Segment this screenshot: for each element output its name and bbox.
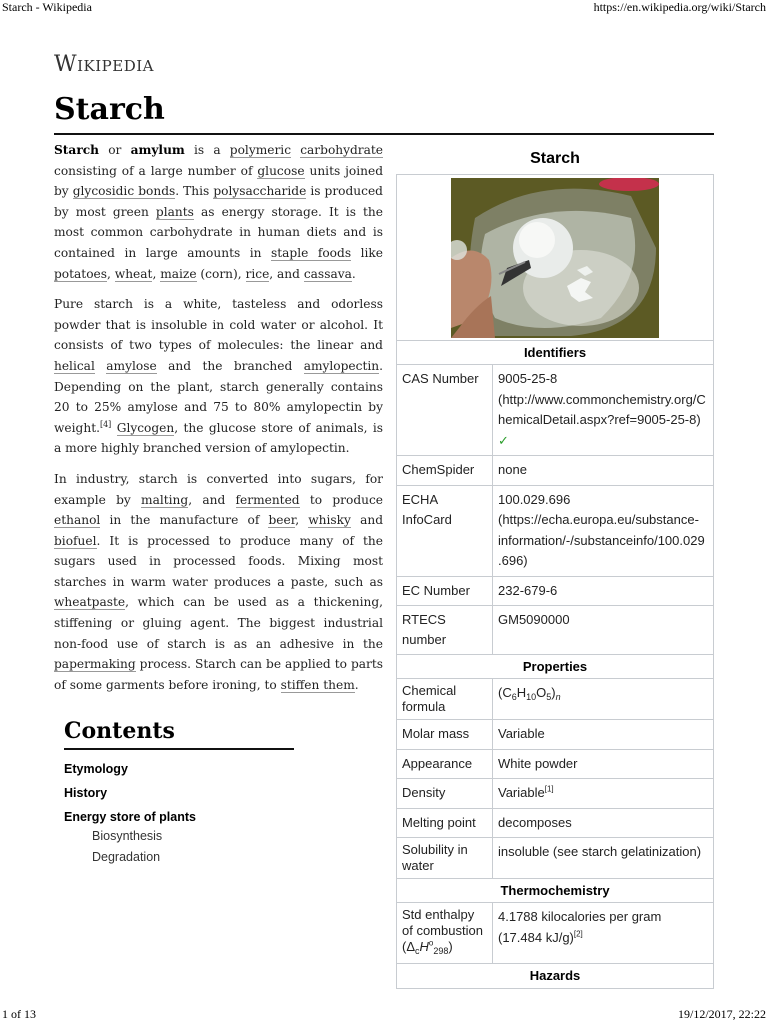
citation-1[interactable]: [1] bbox=[544, 784, 554, 794]
formula-part: ) bbox=[551, 685, 556, 700]
text: . Depending on the plant, starch generally contains 20 to 25% amylose and 75 to 80% amylopectin by weight. bbox=[54, 358, 383, 435]
paragraph-composition bbox=[54, 294, 383, 459]
link-staple-foods[interactable]: staple foods bbox=[271, 245, 352, 260]
text: is produced by most green bbox=[54, 184, 383, 219]
row-ec-number bbox=[397, 577, 713, 607]
link-amylopectin[interactable]: amylopectin bbox=[303, 358, 380, 373]
formula-part: O bbox=[536, 685, 547, 700]
text: Pure starch is a white, tasteless and odorless powder that is insoluble in cold water or alcohol. It consists of two types of molecules: the linear and bbox=[54, 297, 383, 353]
wikipedia-wordmark[interactable]: Wikipedia bbox=[54, 52, 154, 77]
link-maize[interactable]: maize bbox=[160, 266, 197, 281]
link-amylose[interactable]: amylose bbox=[106, 358, 157, 373]
text bbox=[95, 359, 106, 373]
link-cassava[interactable]: cassava bbox=[303, 266, 352, 281]
print-header bbox=[0, 0, 768, 16]
formula-label: Chemical formula bbox=[397, 679, 493, 719]
link-carbohydrate[interactable]: carbohydrate bbox=[300, 143, 384, 157]
row-molar-mass bbox=[397, 720, 713, 750]
print-url: https://en.wikipedia.org/wiki/Starch bbox=[593, 0, 766, 14]
formula-value bbox=[493, 679, 713, 719]
link-beer[interactable]: beer bbox=[268, 513, 296, 528]
toc-item-etymology[interactable]: Etymology bbox=[64, 762, 128, 776]
text: , bbox=[295, 513, 309, 528]
toc-item-history[interactable]: History bbox=[64, 786, 108, 800]
chemspider-label: ChemSpider bbox=[397, 456, 493, 485]
toc-item-energy-store[interactable]: Energy store of plants bbox=[64, 810, 196, 824]
section-thermochemistry: Thermochemistry bbox=[397, 879, 713, 903]
bold-term: amylum bbox=[130, 143, 185, 157]
text: and bbox=[350, 513, 383, 528]
text: , and bbox=[188, 492, 236, 507]
density-value bbox=[493, 779, 713, 808]
enthalpy-sub: c bbox=[415, 946, 420, 956]
text: as energy storage. It is the most common carbohydrate in human diets and is contained in large amounts in bbox=[54, 204, 383, 260]
echa-value[interactable]: 100.029.696 (https://echa.europa.eu/substance-information/-/substanceinfo/100.029.696) bbox=[498, 491, 705, 568]
section-hazards: Hazards bbox=[529, 968, 581, 983]
check-icon: ✓ bbox=[498, 432, 509, 448]
title-divider bbox=[54, 133, 714, 135]
link-polysaccharide[interactable]: polysaccharide bbox=[213, 184, 307, 199]
print-datetime: 19/12/2017, 22:22 bbox=[677, 1007, 766, 1021]
infobox-title: Starch bbox=[530, 150, 580, 167]
article-body bbox=[54, 140, 383, 705]
paragraph-industry bbox=[54, 469, 383, 696]
toc-subitem-degradation[interactable]: Degradation bbox=[92, 850, 161, 864]
cas-link[interactable]: 9005-25-8 (http://www.commonchemistry.org/ChemicalDetail.aspx?ref=9005-25-8) bbox=[498, 371, 706, 427]
toc-subitem-biosynthesis[interactable]: Biosynthesis bbox=[92, 829, 163, 843]
print-footer bbox=[0, 1008, 768, 1024]
molar-mass-value: Variable bbox=[498, 726, 545, 741]
enthalpy-degree: o bbox=[428, 938, 434, 948]
text: . bbox=[354, 677, 359, 692]
enthalpy-sub: 298 bbox=[433, 946, 449, 956]
infobox bbox=[396, 174, 714, 989]
page-number: 1 of 13 bbox=[2, 1007, 36, 1021]
text: , bbox=[152, 266, 161, 281]
enthalpy-symbol: ) bbox=[448, 939, 453, 954]
enthalpy-kcal: 4.1788 kilocalories per gram bbox=[498, 909, 662, 924]
formula-sub: 5 bbox=[546, 692, 552, 702]
text: like bbox=[351, 245, 383, 260]
citation-4[interactable]: [4] bbox=[99, 419, 112, 429]
contents-heading: Contents bbox=[64, 718, 294, 750]
citation-2[interactable]: [2] bbox=[573, 929, 583, 939]
text: , the glucose store of animals, is a more highly branched version of amylopectin. bbox=[54, 420, 383, 456]
link-stiffen-them[interactable]: stiffen them bbox=[280, 677, 355, 692]
enthalpy-label bbox=[397, 903, 493, 963]
section-identifiers: Identifiers bbox=[397, 341, 713, 365]
chemspider-value: none bbox=[498, 462, 527, 477]
cas-label: CAS Number bbox=[397, 365, 493, 455]
rtecs-label: RTECS number bbox=[397, 606, 493, 654]
appearance-value: White powder bbox=[498, 755, 578, 771]
text: in the manufacture of bbox=[100, 513, 269, 528]
formula-part: H bbox=[516, 685, 527, 700]
link-malting[interactable]: malting bbox=[141, 492, 189, 507]
ec-label: EC Number bbox=[397, 577, 493, 606]
text: , bbox=[107, 266, 115, 281]
cas-value bbox=[493, 365, 713, 455]
melting-value: decomposes bbox=[498, 814, 572, 830]
text: consisting of a large number of bbox=[54, 163, 258, 178]
appearance-label: Appearance bbox=[397, 750, 493, 779]
row-enthalpy bbox=[397, 903, 713, 964]
row-solubility bbox=[397, 838, 713, 879]
text: to produce bbox=[299, 492, 384, 507]
enthalpy-label-text: Std enthalpy of combustion bbox=[402, 907, 483, 938]
enthalpy-symbol: H bbox=[419, 939, 429, 954]
table-of-contents bbox=[64, 718, 294, 871]
solubility-value: insoluble (see starch gelatinization) bbox=[498, 844, 702, 859]
link-polymeric[interactable]: polymeric bbox=[229, 143, 292, 157]
row-chemical-formula bbox=[397, 679, 713, 720]
link-fermented[interactable]: fermented bbox=[235, 492, 300, 507]
infobox-image-area bbox=[397, 175, 713, 341]
text: process. Starch can be applied to parts of some garments before ironing, to bbox=[54, 657, 383, 692]
text: units joined by bbox=[54, 163, 383, 199]
print-page-title: Starch - Wikipedia bbox=[2, 0, 92, 14]
formula-sub: n bbox=[555, 692, 561, 702]
link-wheatpaste[interactable]: wheatpaste bbox=[54, 595, 126, 610]
text bbox=[291, 143, 300, 157]
row-rtecs bbox=[397, 606, 713, 655]
text: . bbox=[351, 266, 356, 281]
text: is a bbox=[184, 143, 230, 157]
bold-term: Starch bbox=[54, 143, 100, 157]
row-echa bbox=[397, 486, 713, 577]
row-chemspider bbox=[397, 456, 713, 486]
rtecs-value: GM5090000 bbox=[498, 612, 570, 627]
row-appearance bbox=[397, 750, 713, 780]
text: . It is processed to produce many of the sugars used in processed foods. Mixing most starches in warm water produces a paste, such as bbox=[54, 533, 383, 589]
molar-mass-label: Molar mass bbox=[397, 720, 493, 749]
enthalpy-symbol: (Δ bbox=[402, 939, 416, 954]
link-glycogen[interactable]: Glycogen bbox=[116, 420, 175, 435]
link-glucose[interactable]: glucose bbox=[257, 163, 305, 178]
link-whisky[interactable]: whisky bbox=[308, 513, 351, 528]
enthalpy-kj: (17.484 kJ/g) bbox=[498, 929, 574, 945]
text: and the branched bbox=[156, 358, 304, 373]
density-text: Variable bbox=[498, 785, 545, 800]
text: , and bbox=[269, 266, 304, 281]
paragraph-intro bbox=[54, 140, 383, 284]
solubility-label: Solubility in water bbox=[397, 838, 493, 878]
link-ethanol[interactable]: ethanol bbox=[54, 513, 101, 528]
text: In industry, starch is converted into sugars, for example by bbox=[54, 471, 383, 507]
link-papermaking[interactable]: papermaking bbox=[54, 657, 136, 672]
link-glycosidic-bonds[interactable]: glycosidic bonds bbox=[72, 184, 176, 199]
row-cas-number bbox=[397, 365, 713, 456]
row-density bbox=[397, 779, 713, 809]
melting-label: Melting point bbox=[397, 809, 493, 838]
link-biofuel[interactable]: biofuel bbox=[54, 533, 97, 548]
formula-sub: 10 bbox=[526, 692, 537, 702]
formula-part: (C bbox=[498, 685, 512, 700]
row-melting-point bbox=[397, 809, 713, 839]
text: . This bbox=[175, 184, 214, 199]
link-potatoes[interactable]: potatoes bbox=[54, 266, 108, 281]
section-properties: Properties bbox=[397, 655, 713, 679]
link-plants[interactable]: plants bbox=[155, 204, 194, 219]
ec-value: 232-679-6 bbox=[498, 582, 558, 598]
starch-photo[interactable] bbox=[451, 178, 659, 338]
link-rice[interactable]: rice bbox=[245, 266, 270, 281]
enthalpy-value bbox=[493, 903, 713, 963]
echa-label: ECHA InfoCard bbox=[397, 486, 493, 576]
text: or bbox=[99, 143, 131, 157]
link-wheat[interactable]: wheat bbox=[114, 266, 153, 281]
density-label: Density bbox=[397, 779, 493, 808]
page-title: Starch bbox=[54, 92, 165, 127]
link-helical[interactable]: helical bbox=[54, 358, 95, 373]
formula-sub: 6 bbox=[511, 692, 517, 702]
text bbox=[111, 421, 116, 435]
text: , which can be used as a thickening, stiffening or gluing agent. The biggest industrial non-food use of starch is as an adhesive in the bbox=[54, 595, 383, 651]
text: (corn), bbox=[196, 266, 246, 281]
